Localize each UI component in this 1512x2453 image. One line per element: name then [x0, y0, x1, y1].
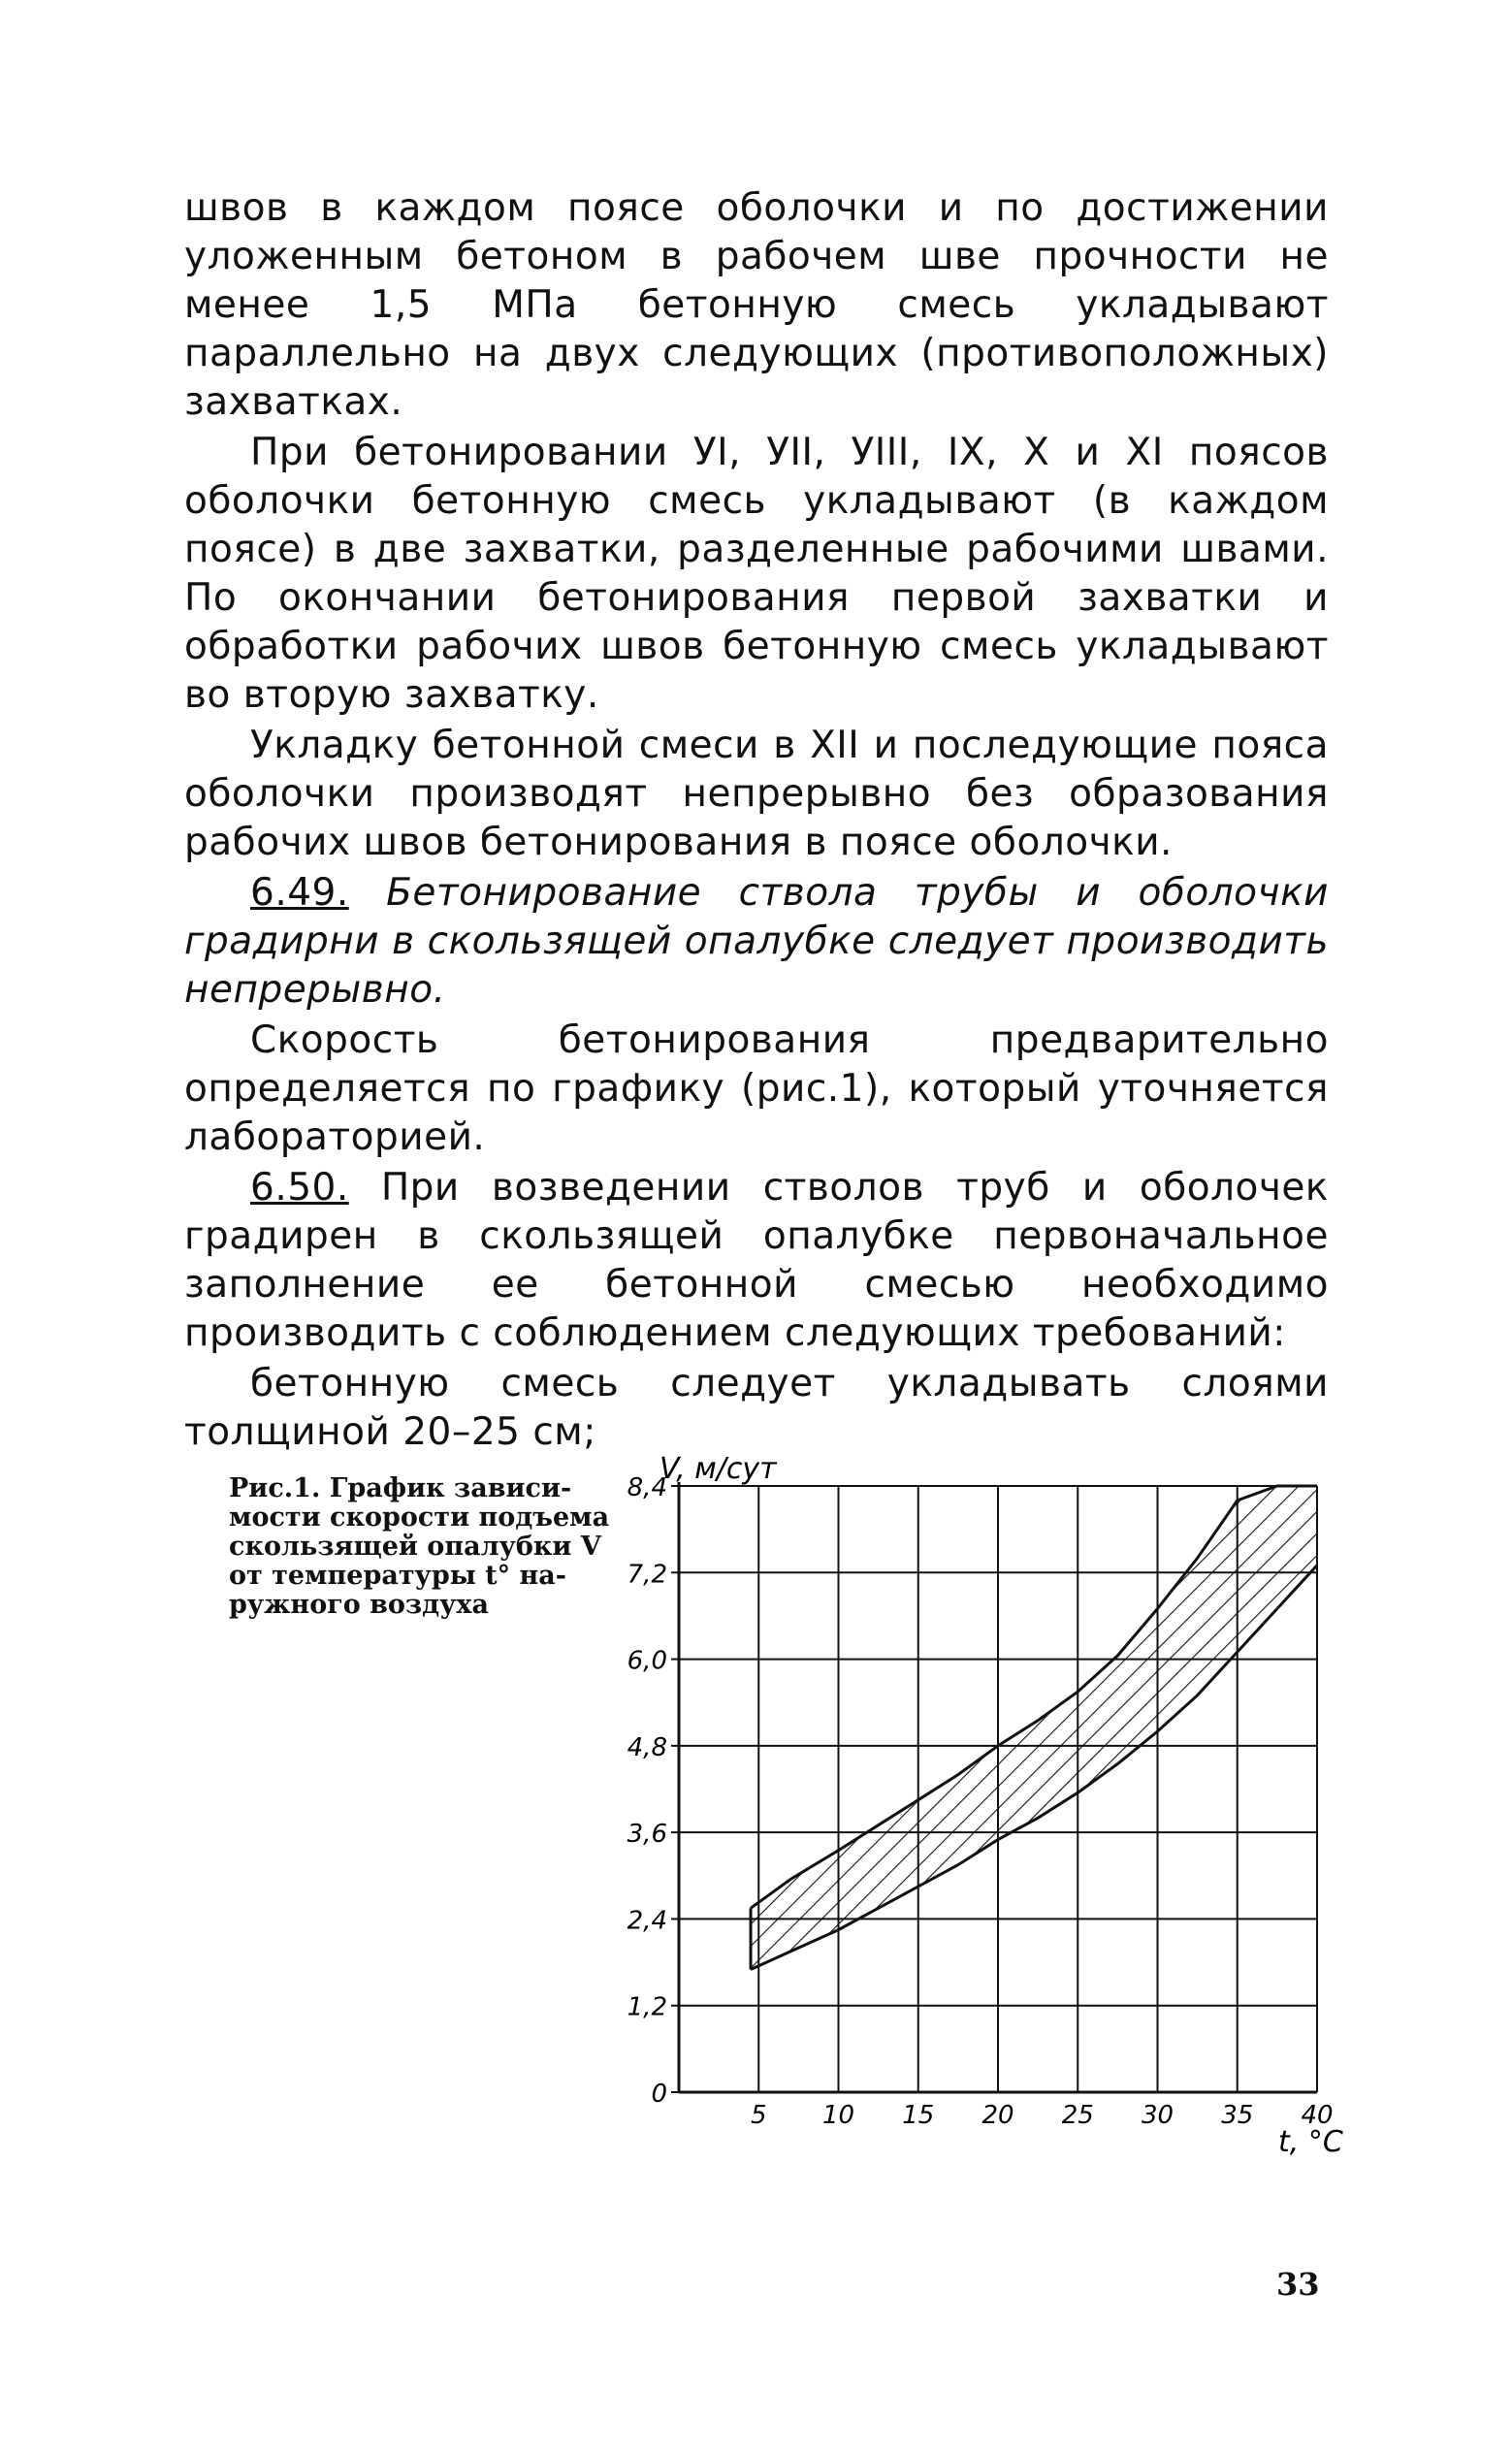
paragraph-6-text: При возведении стволов труб и оболочек градирен в скользящей опалубке первоначальное заполнение ее бетонной смесью необходимо производить с соблюдением следующих требований: [184, 1166, 1329, 1355]
y-tick-label-7: 8,4 [627, 1473, 667, 1502]
paragraph-4-text: Бетонирование ствола трубы и оболочки градирни в скользящей опалубке следует производить непрерывно. [184, 871, 1329, 1012]
y-axis-label: V, м/сут [659, 1452, 777, 1486]
y-tick-label-0: 0 [651, 2080, 667, 2109]
figure-caption [229, 1474, 617, 1620]
caption-line-4: от температуры t° на- [229, 1561, 567, 1591]
x-tick-label-1: 10 [821, 2101, 855, 2130]
x-axis-label: t, °C [1278, 2125, 1343, 2159]
page-number: 33 [1276, 2266, 1320, 2303]
y-tick-label-1: 1,2 [627, 1992, 667, 2022]
x-tick-label-2: 15 [902, 2101, 935, 2130]
y-tick-label-4: 4,8 [627, 1732, 667, 1762]
x-tick-label-3: 20 [981, 2101, 1014, 2130]
caption-line-5: ружного воздуха [229, 1590, 490, 1620]
y-tick-label-5: 6,0 [627, 1646, 667, 1676]
chart-band [751, 1486, 1317, 1970]
caption-line-2: мости скорости подъема [229, 1502, 610, 1533]
section-number-6-49: 6.49. [250, 871, 349, 915]
caption-line-3: скользящей опалубки V [229, 1532, 601, 1562]
x-tick-label-5: 30 [1141, 2101, 1174, 2130]
x-tick-label-7: 40 [1301, 2101, 1334, 2130]
main-text [184, 184, 1329, 1457]
hatched-band [751, 1486, 1317, 1970]
paragraph-4 [184, 869, 1329, 1015]
paragraph-3: Укладку бетонной смеси в XII и последующие пояса оболочки производят непрерывно без образования рабочих швов бетонирования в поясе оболочки. [184, 724, 1329, 864]
x-tick-label-6: 35 [1221, 2101, 1254, 2130]
paragraph-2: При бетонировании УI, УII, УIII, IX, X и XI поясов оболочки бетонную смесь укладывают (в каждом поясе) в две захватки, разделенные рабочими швами. По окончании бетонирования первой захватки и обработки рабочих швов бетонную смесь укладывают во вторую захватку. [184, 431, 1329, 717]
paragraph-6 [184, 1164, 1329, 1358]
paragraph-5: Скорость бетонирования предварительно определяется по графику (рис.1), который уточняется лабораторией. [184, 1018, 1329, 1159]
x-tick-label-4: 25 [1061, 2101, 1094, 2130]
paragraph-7: бетонную смесь следует укладывать слоями толщиной 20–25 см; [184, 1362, 1329, 1454]
y-tick-label-3: 3,6 [627, 1820, 667, 1850]
y-tick-label-6: 7,2 [627, 1560, 667, 1590]
section-number-6-50: 6.50. [250, 1166, 349, 1210]
paragraph-1: швов в каждом поясе оболочки и по достижении уложенным бетоном в рабочем шве прочности не менее 1,5 МПа бетонную смесь укладывают параллельно на двух следующих (противоположных) захватках. [184, 186, 1329, 424]
y-tick-label-2: 2,4 [627, 1906, 667, 1936]
x-tick-label-0: 5 [750, 2101, 767, 2130]
caption-line-1: Рис.1. График зависи- [229, 1473, 572, 1503]
speed-temperature-chart [0, 1445, 1512, 2182]
